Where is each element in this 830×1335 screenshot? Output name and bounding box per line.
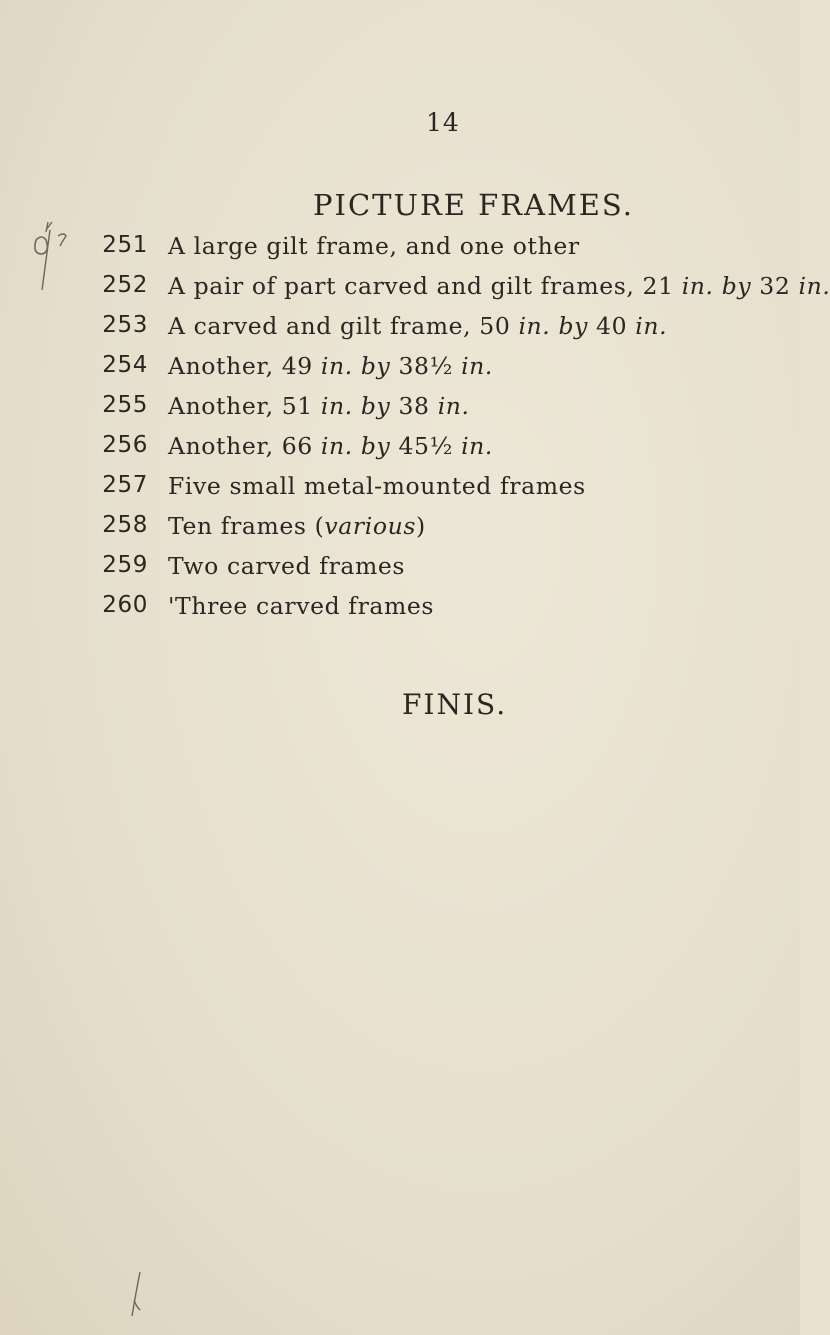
lot-row bbox=[0, 392, 800, 432]
lot-number: 254 bbox=[102, 352, 148, 378]
page-number: 14 bbox=[426, 108, 460, 137]
closing-finis: FINIS. bbox=[402, 688, 508, 721]
lot-number: 252 bbox=[102, 272, 148, 298]
lot-number: 255 bbox=[102, 392, 148, 418]
lot-description: Ten frames (various) bbox=[168, 512, 426, 540]
lot-list bbox=[0, 0, 830, 600]
lot-row bbox=[0, 472, 800, 512]
lot-description: A pair of part carved and gilt frames, 21 in. by 32 in. bbox=[168, 272, 830, 300]
lot-row bbox=[0, 352, 800, 392]
lot-row bbox=[0, 272, 830, 312]
lot-description: Another, 66 in. by 45½ in. bbox=[168, 432, 493, 460]
lot-number: 260 bbox=[102, 592, 148, 618]
lot-description: A carved and gilt frame, 50 in. by 40 in. bbox=[168, 312, 668, 340]
lot-row bbox=[0, 552, 800, 592]
section-title: PICTURE FRAMES. bbox=[313, 188, 634, 222]
lot-number: 253 bbox=[102, 312, 148, 338]
lot-description: 'Three carved frames bbox=[168, 592, 435, 620]
lot-number: 251 bbox=[102, 232, 148, 258]
lot-description: Another, 51 in. by 38 in. bbox=[168, 392, 470, 420]
lot-row bbox=[0, 312, 800, 352]
lot-row bbox=[0, 512, 800, 552]
lot-number: 259 bbox=[102, 552, 148, 578]
lot-row bbox=[0, 592, 800, 632]
lot-row bbox=[0, 432, 800, 472]
lot-number: 258 bbox=[102, 512, 148, 538]
lot-number: 257 bbox=[102, 472, 148, 498]
lot-row bbox=[0, 232, 800, 272]
lot-description: Another, 49 in. by 38½ in. bbox=[168, 352, 493, 380]
lot-number: 256 bbox=[102, 432, 148, 458]
lot-description: Two carved frames bbox=[168, 552, 406, 580]
pencil-mark bbox=[126, 1270, 146, 1320]
lot-description: Five small metal-mounted frames bbox=[168, 472, 586, 500]
lot-description: A large gilt frame, and one other bbox=[168, 232, 580, 260]
